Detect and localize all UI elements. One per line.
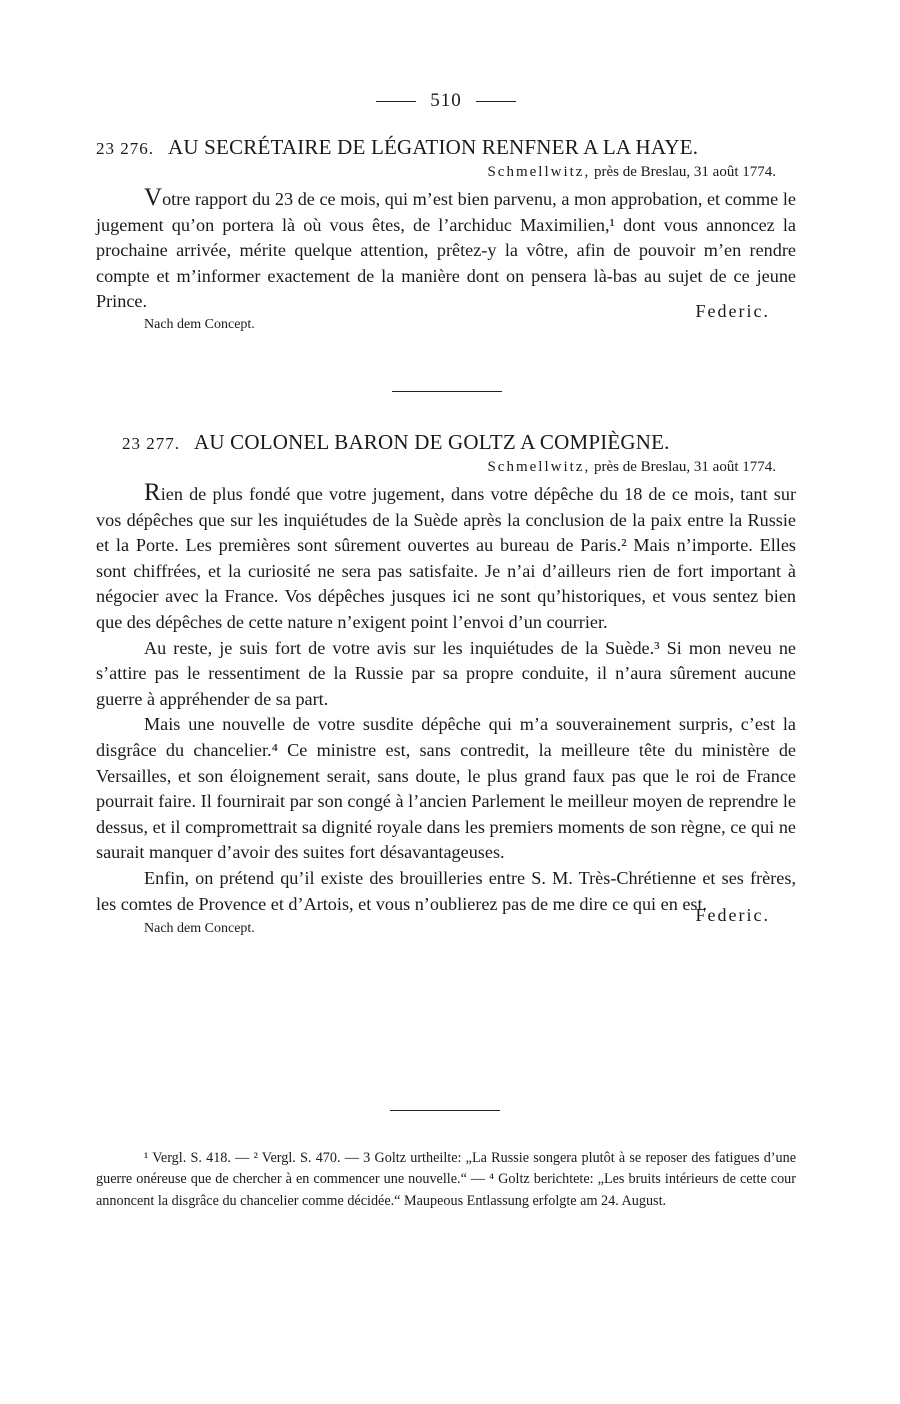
- dateline-place: Schmellwitz,: [487, 164, 591, 180]
- footnote-text: ¹ Vergl. S. 418. — ² Vergl. S. 470. — 3 Goltz urtheilte: „La Russie songera plutôt à se reposer des fatigues d’une guerre onéreuse que de chercher à en commencer une nouvelle.“ — ⁴ Goltz berichtete: „Les bruits intérieurs de cette cour annoncent la disgrâce du chancelier comme décidée.“ Maupeous Entlassung erfolgte am 24. August.: [96, 1150, 796, 1209]
- letter-signoff: [96, 905, 796, 935]
- letter-heading: [96, 135, 796, 160]
- signature: Federic.: [695, 905, 770, 926]
- source-note: Nach dem Concept.: [144, 316, 255, 332]
- letter-heading: [96, 430, 796, 455]
- dateline-date: près de Breslau, 31 août 1774.: [593, 459, 776, 475]
- dateline-place: Schmellwitz,: [487, 459, 591, 475]
- separator-rule: [390, 1110, 500, 1111]
- letter-title: AU SECRÉTAIRE DE LÉGATION RENFNER A LA HAYE.: [168, 135, 699, 159]
- page-number-dash-left: [376, 101, 416, 102]
- letter-paragraph: Rien de plus fondé que votre jugement, dans votre dépêche du 18 de ce mois, tant sur vos dépêches que sur les inquiétudes de la Suède après la conclusion de la paix entre la Russie et la Porte. Les premières sont sûrement ouvertes au bureau de Paris.² Mais n’importe. Elles sont chiffrées, et la curiosité ne sera pas satisfaite. Je n’ai d’ailleurs rien de fort important à négocier avec la France. Vos dépêches jusques ici ne sont qu’historiques, et vous sentez bien que des dépêches de cette nature n’exigent point l’envoi d’un courrier.: [96, 479, 796, 632]
- page-number-text: 510: [430, 90, 462, 111]
- letter-number: 23 276.: [96, 139, 154, 158]
- letter-number: 23 277.: [122, 434, 180, 453]
- separator-rule: [392, 391, 502, 392]
- source-note: Nach dem Concept.: [144, 921, 255, 937]
- letter-signoff: [96, 301, 796, 331]
- signature: Federic.: [695, 300, 770, 321]
- letter-23276: [96, 135, 796, 331]
- dateline-date: près de Breslau, 31 août 1774.: [593, 164, 776, 180]
- letter-paragraph: Mais une nouvelle de votre susdite dépêche qui m’a souverainement surpris, c’est la disgrâce du chancelier.⁴ Ce ministre est, sans contredit, la meilleure tête du ministère de Versailles, et son éloignement serait, sans doute, le plus grand faux pas que le roi de France pourrait faire. Il fournirait par son congé à l’ancien Parlement le meilleur moyen de reprendre le dessus, et il compromettrait sa dignité royale dans les premiers moments de son règne, ce qui ne saurait manquer d’avoir des suites fort désavantageuses.: [96, 714, 796, 863]
- letter-23277: [96, 430, 796, 935]
- page-number-dash-right: [476, 101, 516, 102]
- letter-paragraph: Au reste, je suis fort de votre avis sur les inquiétudes de la Suède.³ Si mon neveu ne s’attire pas le ressentiment de la Russie par sa propre conduite, il n’aura sûrement aucune guerre à appréhender de sa part.: [96, 637, 796, 709]
- letter-title: AU COLONEL BARON DE GOLTZ A COMPIÈGNE.: [194, 430, 670, 454]
- letter-paragraph: Enfin, on prétend qu’il existe des brouilleries entre S. M. Très-Chrétienne et ses frères, les comtes de Provence et d’Artois, et vous n’oublierez pas de me dire ce qui en est.: [96, 867, 796, 914]
- letter-dateline: [96, 459, 796, 476]
- letter-dateline: [96, 164, 796, 181]
- letter-paragraph: Votre rapport du 23 de ce mois, qui m’est bien parvenu, a mon approbation, et comme le jugement qu’on portera là où vous êtes, de l’archiduc Maximilien,¹ dont vous annoncez la prochaine arrivée, mérite quelque attention, prêtez-y la vôtre, afin de pouvoir m’en rendre compte et m’informer exactement de la manière dont on pensera là-bas au sujet de ce jeune Prince.: [96, 184, 796, 312]
- page-number: [96, 90, 796, 112]
- footnotes: [96, 1148, 796, 1212]
